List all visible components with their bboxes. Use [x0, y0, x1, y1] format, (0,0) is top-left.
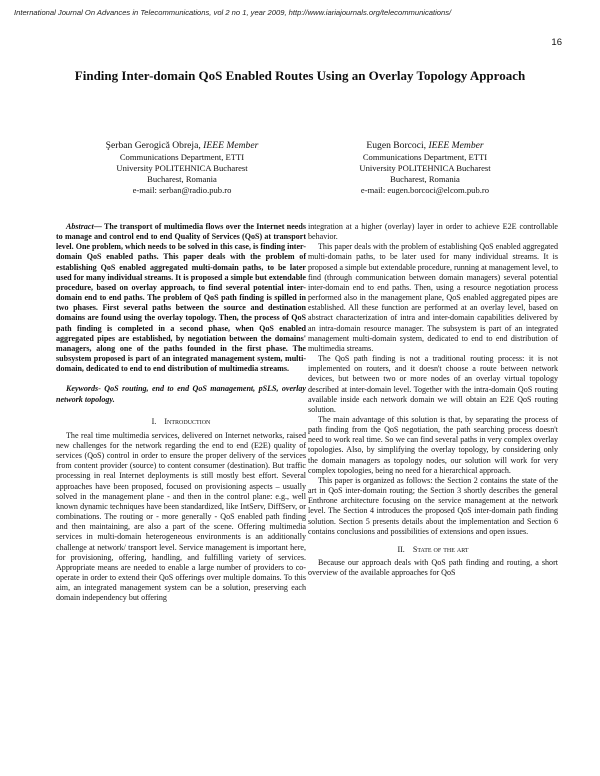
- section-number: II.: [397, 544, 405, 554]
- author-dept: Communications Department, ETTI: [119, 152, 245, 162]
- author-role: IEEE Member: [428, 140, 484, 151]
- right-column: [308, 222, 558, 578]
- author-block-2: [315, 140, 535, 196]
- journal-header: International Journal On Advances in Telecommunications, vol 2 no 1, year 2009, http://www.iariajournals.org/telecommunications/: [14, 8, 452, 17]
- author-city: Bucharest, Romania: [147, 174, 217, 184]
- abstract: [56, 222, 306, 374]
- author-name: Eugen Borcoci,: [366, 140, 427, 151]
- author-name-line: [72, 140, 292, 152]
- left-column: [56, 222, 306, 603]
- author-role: IEEE Member: [203, 140, 259, 151]
- author-university: University POLITEHNICA Bucharest: [116, 163, 248, 173]
- paper-title: Finding Inter-domain QoS Enabled Routes Using an Overlay Topology Approach: [74, 68, 526, 83]
- intro-paragraph-2: This paper deals with the problem of establishing QoS enabled aggregated multi-domain paths, to be later used for many individual streams. It is proposed a simple but extendable procedure, running at management level, to find (through communication between domain managers) several potential inter-domain end to end paths. Then, using a resource negotiation process performed also in the management plane, QoS enabled aggregated pipes are established. All these function are performed at an overlay level, based on abstract characterization of intra and inter-domain capabilities delivered by an intra-domain resource manager. The subsystem is part of an integrated management multi-domain system, dedicated to end to end distribution of multimedia streams.: [308, 242, 558, 353]
- section-title: State of the art: [412, 544, 469, 554]
- intro-paragraph-4: The main advantage of this solution is that, by separating the process of path finding from the QoS negotiation, the path searching process doesn't need to work real time. So we can find several paths in very complex overlay topologies. Also, by simplifying the overlay topology, by considering only the domain managers as topology nodes, our solution will work for very complex topologies, being no need for a hierarchical approach.: [308, 414, 558, 475]
- author-email: e-mail: eugen.borcoci@elcom.pub.ro: [360, 185, 490, 195]
- page-number: 16: [551, 37, 562, 48]
- intro-paragraph-3: The QoS path finding is not a traditional routing process: it is not implemented on routers, and it doesn't choose a route between network devices, but between two or more nodes of an overlay virtual topology described at inter-domain level. Together with the intra-domain QoS routing available inside each network domain we will obtain an E2E QoS routing solution.: [308, 354, 558, 414]
- author-name: Şerban Gerogică Obreja,: [105, 140, 201, 151]
- section-heading-2: [308, 545, 558, 555]
- abstract-text: — The transport of multimedia flows over the Internet needs to manage and control end to end Quality of Services (QoS) at transport level. One problem, which needs to be solved in this case, is finding inter-domain QoS enabled paths. This paper deals with the problem of establishing QoS enabled aggregated multi-domain paths, to be later used for many individual streams. It is proposed a simple but extendable procedure, based on overlay approach, to find several potential inter-domain end to end paths. The problem of QoS path finding is spilled in two phases. First several paths between the source and destination domains are found using the overlay topology. Then, the process of QoS path finding is completed in a second phase, when QoS enabled aggregated pipes are established, by negotiation between the domains' managers, along one of the paths founded in the first phase. The subsystem proposed is part of an integrated management system, multi-domain, dedicated to end to end distribution of multimedia streams.: [56, 222, 306, 374]
- author-city: Bucharest, Romania: [390, 174, 460, 184]
- author-block-1: [72, 140, 292, 196]
- keywords: Keywords- QoS routing, end to end QoS management, pSLS, overlay network topology.: [56, 384, 306, 404]
- intro-paragraph-5: This paper is organized as follows: the Section 2 contains the state of the art in QoS inter-domain routing; the Section 3 shortly describes the general Enthrone architecture focusing on the service management at the network level. The Section 4 introduces the proposed QoS inter-domain path finding solution. Section 5 presents details about the implementation and Section 6 contains conclusions and possibilities of extensions and open issues.: [308, 475, 558, 536]
- author-name-line: [315, 140, 535, 152]
- author-dept: Communications Department, ETTI: [362, 152, 488, 162]
- section-title: Introduction: [164, 416, 211, 426]
- intro-paragraph-1: The real time multimedia services, delivered on Internet networks, raised new challenges for the network regarding the end to end (E2E) quality of services (QoS) control in order to ensure the proper delivery of the services from content provider (source) to content consumer (destination). But traffic processing in real Internet deployments is still mostly best effort. Several approaches have been proposed, focused on provisioning aspects – usually solved in the management plane - and then in the control plane: e.g., well known dynamic techniques have been standardized, like IntServ, DiffServ, or combinations. The routing or - more generally - QoS enabled path finding and then maintaining, are also a part of the scene. Offering multimedia services in multi-domain heterogeneous environments is an additionally challenge at network/ transport level. Service management is important here, for provisioning, offering, handling, and fulfilling variety of services. Appropriate means are needed to enable a large number of providers to co-operate in order to extend their QoS offerings over multiple domains. To this aim, an integrated management system can be a solution, preserving each domain independency but offering: [56, 430, 306, 603]
- author-university: University POLITEHNICA Bucharest: [359, 163, 491, 173]
- section-heading-1: [56, 417, 306, 427]
- abstract-label: Abstract: [66, 222, 94, 231]
- section-number: I.: [151, 416, 157, 426]
- author-email: e-mail: serban@radio.pub.ro: [132, 185, 232, 195]
- intro-paragraph-1-continued: integration at a higher (overlay) layer in order to achieve E2E controllable behavior.: [308, 222, 558, 242]
- state-of-art-paragraph-1: Because our approach deals with QoS path finding and routing, a short overview of the available approaches for QoS: [308, 558, 558, 578]
